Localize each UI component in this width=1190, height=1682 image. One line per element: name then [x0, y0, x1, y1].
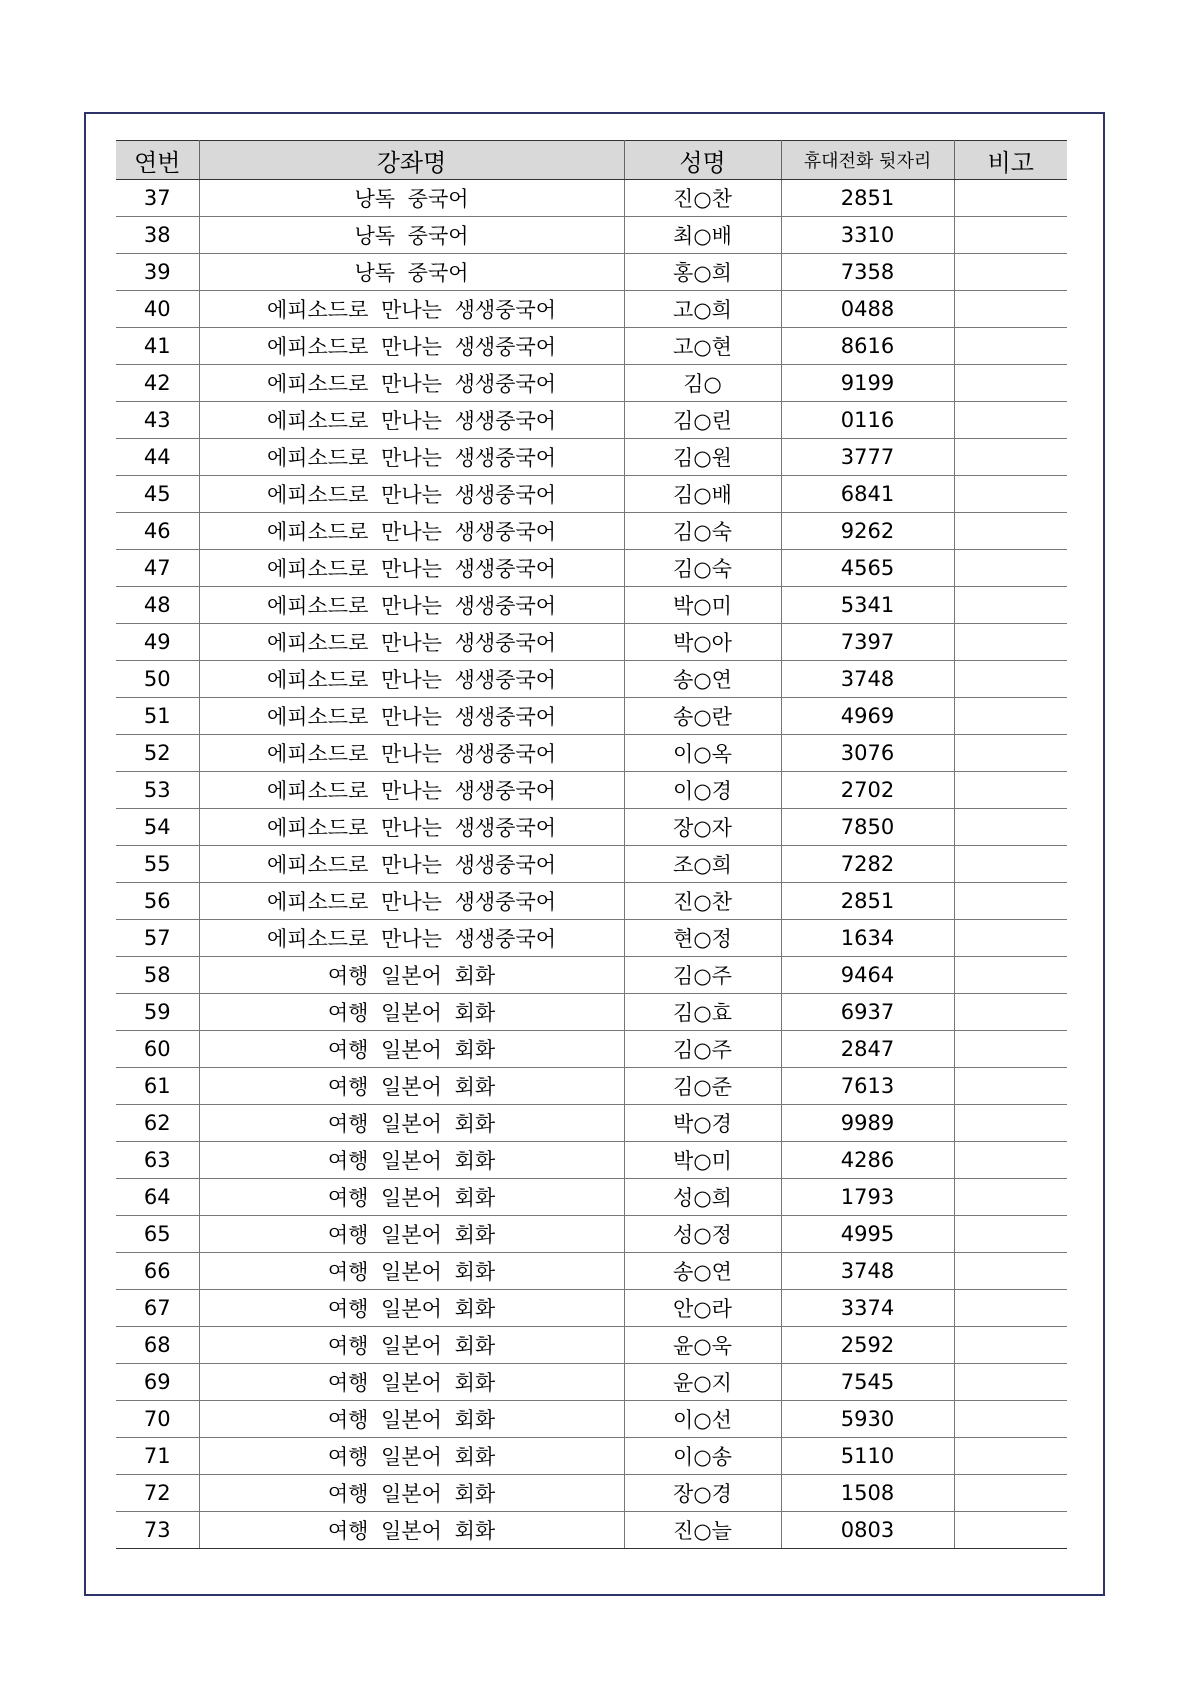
- cell-no: 55: [116, 846, 199, 883]
- cell-phone: 3374: [781, 1290, 954, 1327]
- cell-course: 에피소드로 만나는 생생중국어: [199, 846, 624, 883]
- cell-no: 42: [116, 365, 199, 402]
- cell-name: 박○아: [624, 624, 781, 661]
- cell-no: 43: [116, 402, 199, 439]
- table-row: [116, 587, 1067, 624]
- cell-phone: 7282: [781, 846, 954, 883]
- cell-course: 에피소드로 만나는 생생중국어: [199, 698, 624, 735]
- cell-no: 68: [116, 1327, 199, 1364]
- header-name: 성명: [624, 141, 781, 180]
- cell-no: 51: [116, 698, 199, 735]
- cell-no: 64: [116, 1179, 199, 1216]
- cell-phone: 3076: [781, 735, 954, 772]
- cell-course: 여행 일본어 회화: [199, 1216, 624, 1253]
- cell-course: 에피소드로 만나는 생생중국어: [199, 624, 624, 661]
- cell-note: [954, 957, 1067, 994]
- cell-phone: 4286: [781, 1142, 954, 1179]
- table-row: [116, 1290, 1067, 1327]
- cell-note: [954, 1290, 1067, 1327]
- cell-note: [954, 365, 1067, 402]
- cell-note: [954, 254, 1067, 291]
- table-row: [116, 217, 1067, 254]
- cell-no: 47: [116, 550, 199, 587]
- table-row: [116, 1364, 1067, 1401]
- cell-name: 박○경: [624, 1105, 781, 1142]
- cell-name: 현○정: [624, 920, 781, 957]
- cell-phone: 9262: [781, 513, 954, 550]
- table-row: [116, 365, 1067, 402]
- cell-phone: 9464: [781, 957, 954, 994]
- cell-name: 김○숙: [624, 513, 781, 550]
- cell-no: 58: [116, 957, 199, 994]
- cell-phone: 7850: [781, 809, 954, 846]
- table-row: [116, 883, 1067, 920]
- cell-no: 57: [116, 920, 199, 957]
- cell-name: 박○미: [624, 587, 781, 624]
- cell-course: 여행 일본어 회화: [199, 1364, 624, 1401]
- cell-no: 67: [116, 1290, 199, 1327]
- cell-course: 낭독 중국어: [199, 180, 624, 217]
- cell-course: 여행 일본어 회화: [199, 994, 624, 1031]
- cell-phone: 4969: [781, 698, 954, 735]
- cell-no: 46: [116, 513, 199, 550]
- cell-name: 윤○지: [624, 1364, 781, 1401]
- cell-note: [954, 328, 1067, 365]
- cell-name: 김○배: [624, 476, 781, 513]
- cell-no: 65: [116, 1216, 199, 1253]
- cell-no: 71: [116, 1438, 199, 1475]
- table-row: [116, 1512, 1067, 1549]
- cell-no: 56: [116, 883, 199, 920]
- cell-phone: 5930: [781, 1401, 954, 1438]
- cell-name: 고○희: [624, 291, 781, 328]
- table-row: [116, 254, 1067, 291]
- cell-name: 장○경: [624, 1475, 781, 1512]
- header-row: [116, 141, 1067, 180]
- cell-phone: 7358: [781, 254, 954, 291]
- cell-phone: 1793: [781, 1179, 954, 1216]
- header-course: 강좌명: [199, 141, 624, 180]
- cell-note: [954, 1031, 1067, 1068]
- cell-phone: 6841: [781, 476, 954, 513]
- cell-course: 여행 일본어 회화: [199, 1068, 624, 1105]
- cell-no: 37: [116, 180, 199, 217]
- cell-name: 안○라: [624, 1290, 781, 1327]
- cell-note: [954, 217, 1067, 254]
- cell-course: 여행 일본어 회화: [199, 1327, 624, 1364]
- cell-name: 윤○욱: [624, 1327, 781, 1364]
- cell-no: 41: [116, 328, 199, 365]
- cell-phone: 2851: [781, 883, 954, 920]
- table-row: [116, 513, 1067, 550]
- cell-no: 40: [116, 291, 199, 328]
- cell-no: 62: [116, 1105, 199, 1142]
- cell-phone: 7613: [781, 1068, 954, 1105]
- cell-course: 낭독 중국어: [199, 254, 624, 291]
- cell-name: 진○찬: [624, 883, 781, 920]
- cell-name: 이○선: [624, 1401, 781, 1438]
- table-row: [116, 1438, 1067, 1475]
- cell-no: 52: [116, 735, 199, 772]
- table-row: [116, 994, 1067, 1031]
- table-row: [116, 661, 1067, 698]
- cell-phone: 3748: [781, 661, 954, 698]
- cell-note: [954, 1512, 1067, 1549]
- cell-phone: 7397: [781, 624, 954, 661]
- table-row: [116, 291, 1067, 328]
- cell-name: 홍○희: [624, 254, 781, 291]
- table-row: [116, 476, 1067, 513]
- table-row: [116, 550, 1067, 587]
- cell-no: 44: [116, 439, 199, 476]
- cell-phone: 3310: [781, 217, 954, 254]
- cell-no: 66: [116, 1253, 199, 1290]
- cell-name: 김○준: [624, 1068, 781, 1105]
- cell-note: [954, 550, 1067, 587]
- table-row: [116, 402, 1067, 439]
- cell-no: 69: [116, 1364, 199, 1401]
- cell-note: [954, 994, 1067, 1031]
- cell-course: 에피소드로 만나는 생생중국어: [199, 809, 624, 846]
- cell-phone: 1508: [781, 1475, 954, 1512]
- cell-course: 에피소드로 만나는 생생중국어: [199, 587, 624, 624]
- cell-phone: 4565: [781, 550, 954, 587]
- cell-no: 72: [116, 1475, 199, 1512]
- cell-phone: 3777: [781, 439, 954, 476]
- cell-name: 이○옥: [624, 735, 781, 772]
- cell-note: [954, 291, 1067, 328]
- cell-name: 김○주: [624, 1031, 781, 1068]
- cell-phone: 1634: [781, 920, 954, 957]
- cell-note: [954, 698, 1067, 735]
- table-row: [116, 1327, 1067, 1364]
- cell-name: 박○미: [624, 1142, 781, 1179]
- cell-course: 여행 일본어 회화: [199, 1512, 624, 1549]
- cell-note: [954, 476, 1067, 513]
- cell-course: 여행 일본어 회화: [199, 1031, 624, 1068]
- roster-table: [116, 140, 1067, 1549]
- cell-note: [954, 661, 1067, 698]
- cell-name: 송○연: [624, 661, 781, 698]
- cell-note: [954, 439, 1067, 476]
- table-row: [116, 735, 1067, 772]
- cell-no: 60: [116, 1031, 199, 1068]
- cell-name: 김○효: [624, 994, 781, 1031]
- cell-note: [954, 846, 1067, 883]
- cell-name: 김○: [624, 365, 781, 402]
- cell-course: 여행 일본어 회화: [199, 1475, 624, 1512]
- cell-name: 성○정: [624, 1216, 781, 1253]
- cell-course: 에피소드로 만나는 생생중국어: [199, 439, 624, 476]
- cell-phone: 9199: [781, 365, 954, 402]
- cell-no: 45: [116, 476, 199, 513]
- cell-name: 송○란: [624, 698, 781, 735]
- cell-no: 49: [116, 624, 199, 661]
- cell-course: 에피소드로 만나는 생생중국어: [199, 402, 624, 439]
- cell-name: 최○배: [624, 217, 781, 254]
- table-header: [116, 141, 1067, 180]
- cell-note: [954, 180, 1067, 217]
- cell-note: [954, 587, 1067, 624]
- cell-no: 39: [116, 254, 199, 291]
- cell-no: 53: [116, 772, 199, 809]
- cell-phone: 5110: [781, 1438, 954, 1475]
- cell-course: 에피소드로 만나는 생생중국어: [199, 476, 624, 513]
- cell-note: [954, 1475, 1067, 1512]
- table-row: [116, 1475, 1067, 1512]
- cell-note: [954, 735, 1067, 772]
- table-row: [116, 957, 1067, 994]
- cell-course: 에피소드로 만나는 생생중국어: [199, 735, 624, 772]
- cell-no: 73: [116, 1512, 199, 1549]
- cell-course: 에피소드로 만나는 생생중국어: [199, 328, 624, 365]
- cell-note: [954, 1327, 1067, 1364]
- cell-course: 여행 일본어 회화: [199, 1179, 624, 1216]
- cell-phone: 6937: [781, 994, 954, 1031]
- table-body: [116, 180, 1067, 1549]
- cell-name: 김○숙: [624, 550, 781, 587]
- cell-no: 59: [116, 994, 199, 1031]
- cell-name: 김○주: [624, 957, 781, 994]
- cell-no: 70: [116, 1401, 199, 1438]
- table-row: [116, 1031, 1067, 1068]
- cell-note: [954, 1179, 1067, 1216]
- cell-course: 여행 일본어 회화: [199, 1438, 624, 1475]
- cell-note: [954, 402, 1067, 439]
- cell-name: 진○늘: [624, 1512, 781, 1549]
- table-row: [116, 1401, 1067, 1438]
- cell-name: 김○린: [624, 402, 781, 439]
- cell-course: 에피소드로 만나는 생생중국어: [199, 661, 624, 698]
- cell-course: 에피소드로 만나는 생생중국어: [199, 772, 624, 809]
- cell-note: [954, 1364, 1067, 1401]
- table-row: [116, 328, 1067, 365]
- table-row: [116, 1253, 1067, 1290]
- cell-note: [954, 1216, 1067, 1253]
- cell-note: [954, 920, 1067, 957]
- header-phone: 휴대전화 뒷자리: [781, 141, 954, 180]
- cell-note: [954, 513, 1067, 550]
- cell-course: 에피소드로 만나는 생생중국어: [199, 550, 624, 587]
- cell-name: 고○현: [624, 328, 781, 365]
- table-row: [116, 1179, 1067, 1216]
- table-row: [116, 772, 1067, 809]
- table-row: [116, 180, 1067, 217]
- cell-course: 여행 일본어 회화: [199, 1142, 624, 1179]
- cell-phone: 0116: [781, 402, 954, 439]
- table-row: [116, 1068, 1067, 1105]
- cell-phone: 2847: [781, 1031, 954, 1068]
- cell-no: 48: [116, 587, 199, 624]
- cell-course: 여행 일본어 회화: [199, 1253, 624, 1290]
- cell-note: [954, 1438, 1067, 1475]
- table-row: [116, 1142, 1067, 1179]
- cell-no: 50: [116, 661, 199, 698]
- cell-note: [954, 1105, 1067, 1142]
- cell-name: 이○송: [624, 1438, 781, 1475]
- cell-note: [954, 883, 1067, 920]
- table-row: [116, 846, 1067, 883]
- cell-no: 54: [116, 809, 199, 846]
- cell-course: 여행 일본어 회화: [199, 1290, 624, 1327]
- table-row: [116, 439, 1067, 476]
- cell-no: 38: [116, 217, 199, 254]
- cell-course: 여행 일본어 회화: [199, 957, 624, 994]
- cell-phone: 2702: [781, 772, 954, 809]
- table-row: [116, 624, 1067, 661]
- cell-course: 낭독 중국어: [199, 217, 624, 254]
- cell-name: 장○자: [624, 809, 781, 846]
- table-row: [116, 920, 1067, 957]
- cell-course: 여행 일본어 회화: [199, 1105, 624, 1142]
- cell-phone: 3748: [781, 1253, 954, 1290]
- cell-name: 이○경: [624, 772, 781, 809]
- header-note: 비고: [954, 141, 1067, 180]
- cell-note: [954, 1068, 1067, 1105]
- cell-phone: 4995: [781, 1216, 954, 1253]
- header-no: 연번: [116, 141, 199, 180]
- cell-phone: 8616: [781, 328, 954, 365]
- cell-note: [954, 809, 1067, 846]
- table-row: [116, 809, 1067, 846]
- table-row: [116, 1216, 1067, 1253]
- cell-course: 에피소드로 만나는 생생중국어: [199, 513, 624, 550]
- cell-no: 63: [116, 1142, 199, 1179]
- cell-course: 에피소드로 만나는 생생중국어: [199, 883, 624, 920]
- cell-name: 송○연: [624, 1253, 781, 1290]
- cell-phone: 2592: [781, 1327, 954, 1364]
- cell-note: [954, 1401, 1067, 1438]
- cell-course: 에피소드로 만나는 생생중국어: [199, 291, 624, 328]
- cell-phone: 9989: [781, 1105, 954, 1142]
- cell-course: 여행 일본어 회화: [199, 1401, 624, 1438]
- table-row: [116, 698, 1067, 735]
- cell-phone: 2851: [781, 180, 954, 217]
- cell-note: [954, 1253, 1067, 1290]
- cell-name: 김○원: [624, 439, 781, 476]
- cell-no: 61: [116, 1068, 199, 1105]
- cell-note: [954, 1142, 1067, 1179]
- table-row: [116, 1105, 1067, 1142]
- cell-name: 조○희: [624, 846, 781, 883]
- cell-course: 에피소드로 만나는 생생중국어: [199, 365, 624, 402]
- cell-note: [954, 624, 1067, 661]
- cell-name: 성○희: [624, 1179, 781, 1216]
- cell-note: [954, 772, 1067, 809]
- cell-phone: 0488: [781, 291, 954, 328]
- cell-name: 진○찬: [624, 180, 781, 217]
- cell-course: 에피소드로 만나는 생생중국어: [199, 920, 624, 957]
- cell-phone: 0803: [781, 1512, 954, 1549]
- cell-phone: 5341: [781, 587, 954, 624]
- cell-phone: 7545: [781, 1364, 954, 1401]
